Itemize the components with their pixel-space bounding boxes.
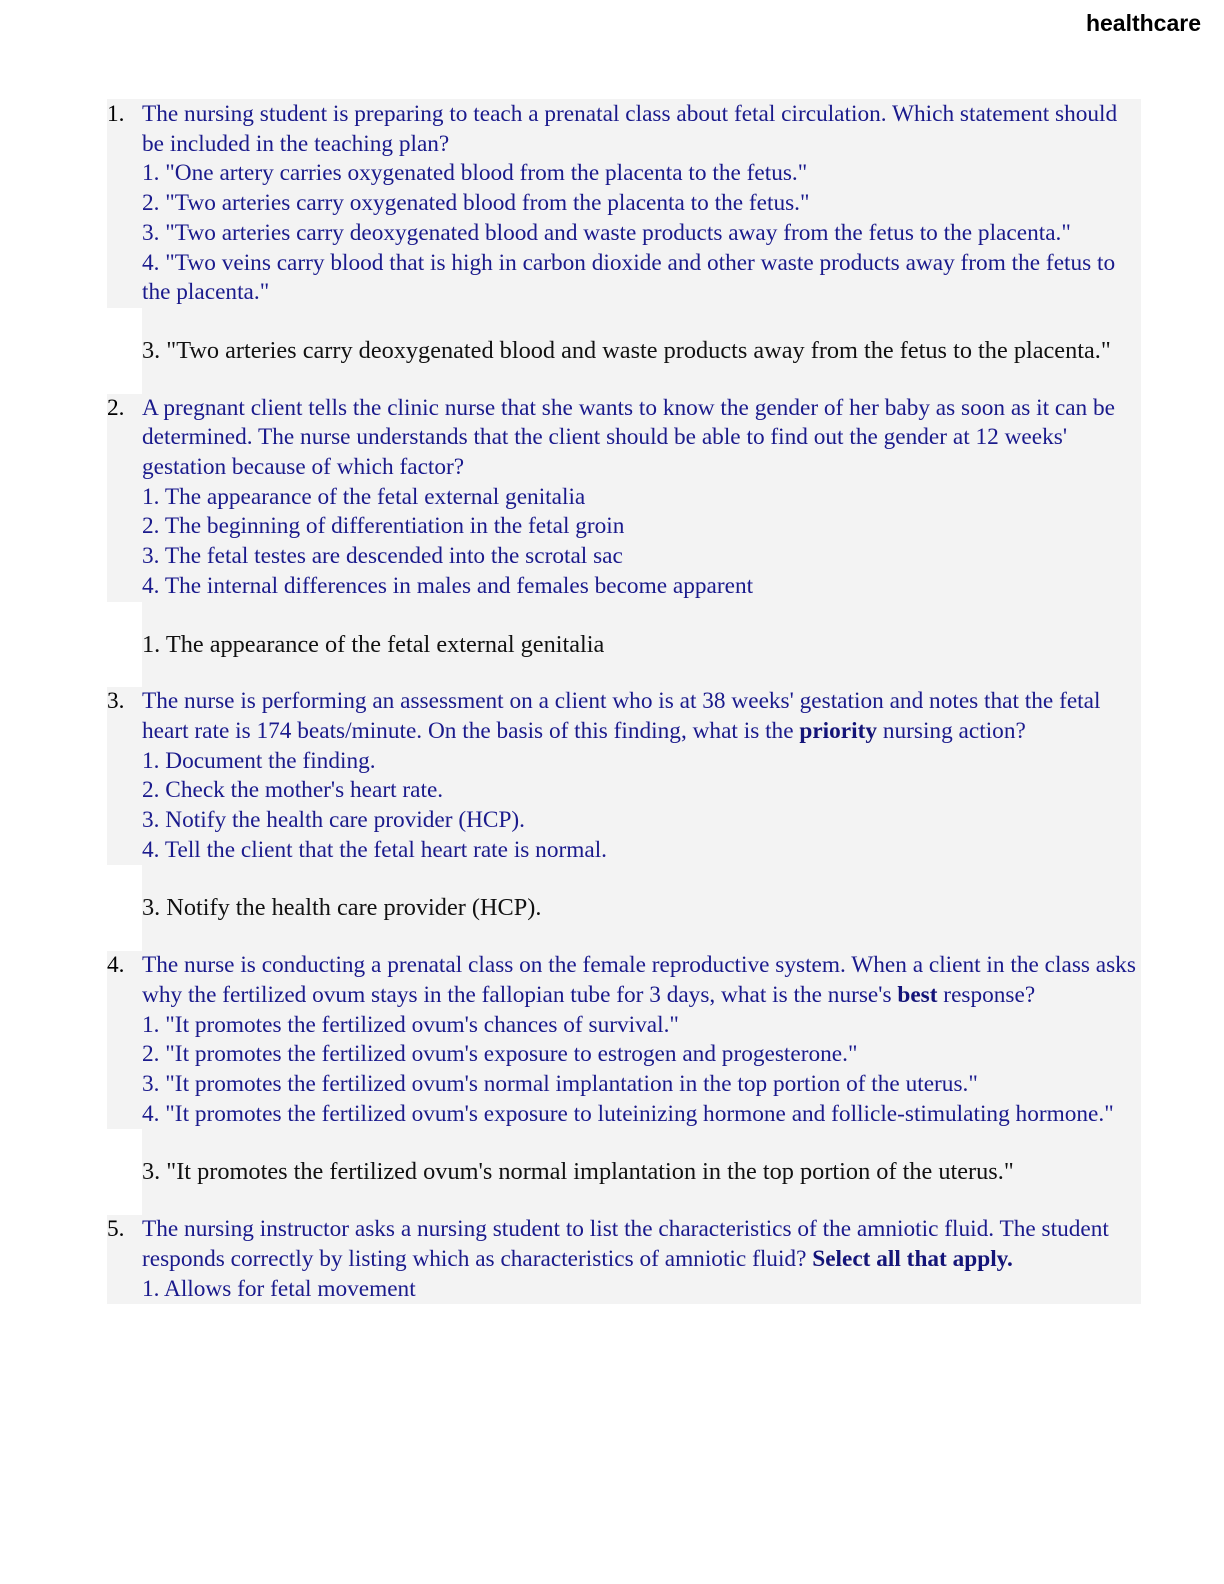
stem-text: The nursing instructor asks a nursing student to list the characteristics of the amniotic fluid. The student responds correctly by listing which as characteristics of amniotic fluid? (142, 1216, 1109, 1272)
question-body (142, 687, 1141, 865)
answer-option: 3. Notify the health care provider (HCP). (142, 807, 525, 834)
question-item (107, 687, 1141, 951)
question-stem (142, 100, 1137, 159)
question-item (107, 394, 1141, 688)
question-body (142, 100, 1141, 308)
answer-option: 4. "Two veins carry blood that is high in carbon dioxide and other waste products away from the fetus to the placenta." (142, 249, 1116, 306)
answer-option: 3. "Two arteries carry deoxygenated blood and waste products away from the fetus to the placenta." (142, 219, 1071, 246)
question-block (107, 1215, 1141, 1304)
question-list (107, 99, 1141, 1304)
stem-text: A pregnant client tells the clinic nurse that she wants to know the gender of her baby as soon as it can be determined. The nurse understands that the client should be able to find out the gender at 12 weeks' gestation because of which factor? (142, 394, 1116, 481)
question-block (107, 99, 1141, 308)
answer-option: 1. "One artery carries oxygenated blood from the placenta to the fetus." (142, 160, 808, 187)
question-block (107, 687, 1141, 865)
answer-option: 2. The beginning of differentiation in the fetal groin (142, 513, 625, 540)
question-item (107, 99, 1141, 394)
answer-option: 1. "It promotes the fertilized ovum's chances of survival." (142, 1011, 679, 1038)
answer-option: 1. The appearance of the fetal external genitalia (142, 483, 586, 510)
stem-text: The nurse is conducting a prenatal class on the female reproductive system. When a client in the class asks why the fertilized ovum stays in the fallopian tube for 3 days, what is the nurse's (142, 952, 1136, 1008)
question-stem (142, 1215, 1137, 1274)
correct-answer: 3. Notify the health care provider (HCP). (142, 894, 542, 922)
emphasis-text: best (897, 981, 938, 1008)
question-item (107, 951, 1141, 1215)
answer-option: 3. The fetal testes are descended into the scrotal sac (142, 543, 623, 570)
answer-block (107, 602, 1141, 688)
question-body (142, 394, 1141, 602)
emphasis-text: priority (799, 717, 878, 744)
question-number: 4. (107, 952, 125, 979)
answer-option: 3. "It promotes the fertilized ovum's normal implantation in the top portion of the uterus." (142, 1070, 978, 1097)
answer-option: 2. "It promotes the fertilized ovum's exposure to estrogen and progesterone." (142, 1041, 858, 1068)
question-item (107, 1215, 1141, 1304)
answer-option: 1. Allows for fetal movement (142, 1275, 416, 1302)
correct-answer: 3. "It promotes the fertilized ovum's normal implantation in the top portion of the uterus." (142, 1158, 1014, 1186)
question-body (142, 1215, 1141, 1304)
stem-text: The nursing student is preparing to teach a prenatal class about fetal circulation. Which statement should be included in the teaching plan? (142, 101, 1118, 157)
answer-block (107, 865, 1141, 951)
answer-option: 4. Tell the client that the fetal heart rate is normal. (142, 836, 607, 863)
question-number: 1. (107, 101, 125, 127)
answer-option: 2. Check the mother's heart rate. (142, 777, 444, 804)
answer-option: 1. Document the finding. (142, 747, 376, 774)
stem-text: The nurse is performing an assessment on a client who is at 38 weeks' gestation and notes that the fetal heart rate is 174 beats/minute. On the basis of this finding, what is the (142, 688, 1101, 744)
header-tag: healthcare (1085, 10, 1201, 36)
answer-option: 4. The internal differences in males and females become apparent (142, 572, 754, 599)
answer-block (107, 1129, 1141, 1215)
question-body (142, 951, 1141, 1129)
answer-option: 4. "It promotes the fertilized ovum's exposure to luteinizing hormone and follicle-stimulating hormone." (142, 1100, 1114, 1127)
answer-block (107, 308, 1141, 394)
answer-option: 2. "Two arteries carry oxygenated blood from the placenta to the fetus." (142, 190, 810, 217)
stem-text: response? (937, 981, 1036, 1008)
question-stem (142, 951, 1137, 1010)
question-stem (142, 394, 1137, 483)
correct-answer: 1. The appearance of the fetal external genitalia (142, 630, 605, 658)
question-number: 2. (107, 394, 125, 421)
question-number: 3. (107, 688, 125, 715)
question-block (107, 951, 1141, 1129)
stem-text: nursing action? (877, 717, 1026, 744)
question-stem (142, 687, 1137, 746)
question-number: 5. (107, 1216, 125, 1243)
correct-answer: 3. "Two arteries carry deoxygenated blood and waste products away from the fetus to the placenta." (142, 336, 1111, 364)
emphasis-text: Select all that apply. (812, 1245, 1013, 1272)
question-block (107, 394, 1141, 602)
